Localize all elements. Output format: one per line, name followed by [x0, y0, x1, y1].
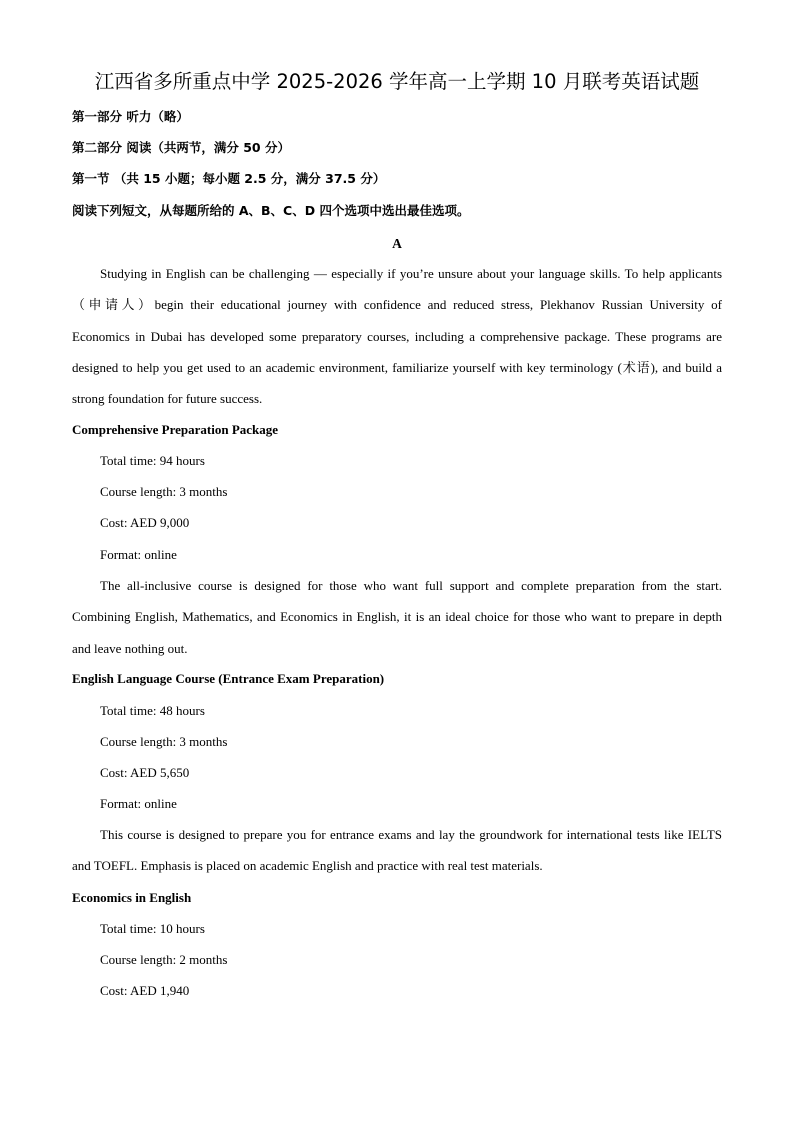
- part2-heading: 第二部分 阅读（共两节，满分 50 分）: [72, 140, 290, 155]
- course-2-total-time: Total time: 48 hours: [100, 703, 205, 718]
- course-3-cost: Cost: AED 1,940: [100, 983, 190, 998]
- part1-heading: 第一部分 听力（略）: [72, 109, 189, 124]
- exam-title: 江西省多所重点中学 2025-2026 学年高一上学期 10 月联考英语试题: [94, 70, 700, 93]
- course-2-title: English Language Course (Entrance Exam Preparation): [72, 671, 385, 686]
- course-1-description: The all-inclusive course is designed for those who want full support and complete preparation from the start. Combining English, Mathematics, and Economics in English, it is an ideal choice for those who want to prepare in depth and leave nothing out.: [72, 578, 722, 656]
- course-1-total-time: Total time: 94 hours: [100, 453, 205, 468]
- intro-paragraph: Studying in English can be challenging — especially if you’re unsure about your language skills. To help applicants（申请人）begin their educational journey with confidence and reduced stress, Plekhanov Russian University of Economics in Dubai has developed some preparatory courses, including a comprehensive package. These programs are designed to help you get used to an academic environment, familiarize yourself with key terminology (术语), and build a strong foundation for future success.: [72, 266, 722, 407]
- course-3-title: Economics in English: [72, 890, 192, 905]
- course-2-cost: Cost: AED 5,650: [100, 765, 190, 780]
- course-2-length: Course length: 3 months: [100, 734, 228, 749]
- instruction-text: 阅读下列短文，从每题所给的 A、B、C、D 四个选项中选出最佳选项。: [72, 203, 470, 218]
- section1-heading: 第一节 （共 15 小题；每小题 2.5 分，满分 37.5 分）: [72, 171, 386, 186]
- course-1-length: Course length: 3 months: [100, 484, 228, 499]
- course-3-length: Course length: 2 months: [100, 952, 228, 967]
- course-2-format: Format: online: [100, 796, 177, 811]
- course-1-format: Format: online: [100, 547, 177, 562]
- course-2-description: This course is designed to prepare you for entrance exams and lay the groundwork for international tests like IELTS and TOEFL. Emphasis is placed on academic English and practice with real test materials.: [72, 827, 722, 874]
- course-1-cost: Cost: AED 9,000: [100, 515, 190, 530]
- course-3-total-time: Total time: 10 hours: [100, 921, 205, 936]
- course-1-title: Comprehensive Preparation Package: [72, 422, 279, 437]
- passage-label: A: [392, 236, 402, 251]
